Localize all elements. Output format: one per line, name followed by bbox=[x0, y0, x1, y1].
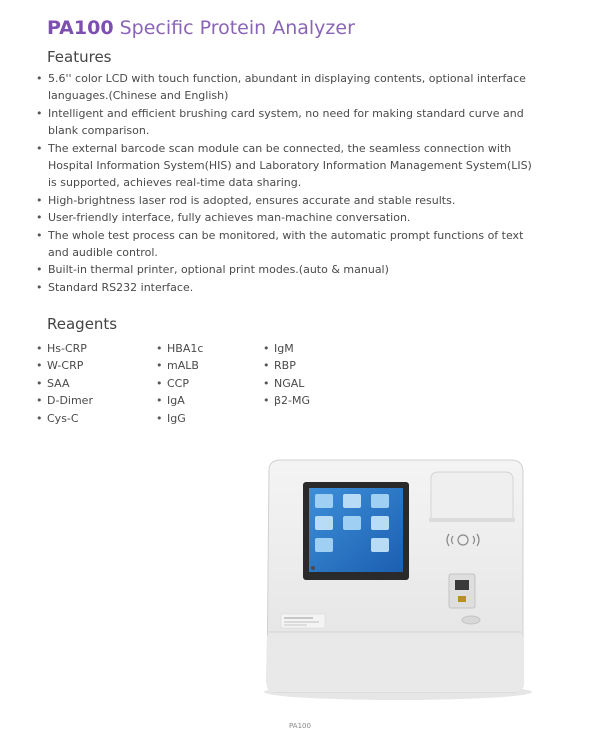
status-led bbox=[311, 566, 315, 570]
reagent-item: • Hs-CRP bbox=[36, 340, 93, 357]
feature-item: • The whole test process can be monitored, with the automatic prompt functions of text and audible control. bbox=[36, 227, 544, 262]
reagent-item: • Cys-C bbox=[36, 410, 93, 427]
feature-item: • Intelligent and efficient brushing card system, no need for making standard curve and blank comparison. bbox=[36, 105, 544, 140]
analyzer-device-image bbox=[253, 456, 543, 716]
device-base-band bbox=[267, 632, 523, 692]
reagents-column-2 bbox=[156, 340, 203, 427]
product-label bbox=[281, 614, 325, 628]
reagents-column-1 bbox=[36, 340, 93, 427]
reagents-heading: Reagents bbox=[47, 315, 118, 333]
feature-item: • Built-in thermal printer, optional print modes.(auto & manual) bbox=[36, 261, 544, 278]
printer-cover bbox=[431, 472, 513, 520]
feature-item: • Standard RS232 interface. bbox=[36, 279, 544, 296]
feature-item: • 5.6'' color LCD with touch function, abundant in displaying contents, optional interface languages.(Chinese and English) bbox=[36, 70, 544, 105]
reagent-item: • mALB bbox=[156, 357, 203, 374]
reagent-item: • RBP bbox=[263, 357, 310, 374]
features-heading: Features bbox=[47, 48, 112, 66]
reagent-item: • SAA bbox=[36, 375, 93, 392]
reagent-item: • NGAL bbox=[263, 375, 310, 392]
power-button bbox=[462, 616, 480, 624]
reagent-item: • CCP bbox=[156, 375, 203, 392]
product-name: Specific Protein Analyzer bbox=[119, 17, 355, 39]
features-list bbox=[36, 70, 544, 296]
feature-item: • User-friendly interface, fully achieves man-machine conversation. bbox=[36, 209, 544, 226]
reagent-item: • W-CRP bbox=[36, 357, 93, 374]
reagent-item: • HBA1c bbox=[156, 340, 203, 357]
page-title bbox=[47, 17, 355, 39]
reagent-item: • IgM bbox=[263, 340, 310, 357]
reagent-item: • D-Dimer bbox=[36, 392, 93, 409]
reagent-item: • β2-MG bbox=[263, 392, 310, 409]
reagent-item: • IgA bbox=[156, 392, 203, 409]
reagent-item: • IgG bbox=[156, 410, 203, 427]
feature-item: • High-brightness laser rod is adopted, ensures accurate and stable results. bbox=[36, 192, 544, 209]
model-name: PA100 bbox=[47, 17, 114, 39]
barcode-slot bbox=[449, 574, 475, 608]
feature-item: • The external barcode scan module can be connected, the seamless connection with Hospital Information System(HIS) and Laboratory Information Management System(LIS) is supported, achieves real-time data sharing. bbox=[36, 140, 544, 192]
image-caption: PA100 bbox=[289, 722, 311, 730]
reagents-column-3 bbox=[263, 340, 310, 410]
